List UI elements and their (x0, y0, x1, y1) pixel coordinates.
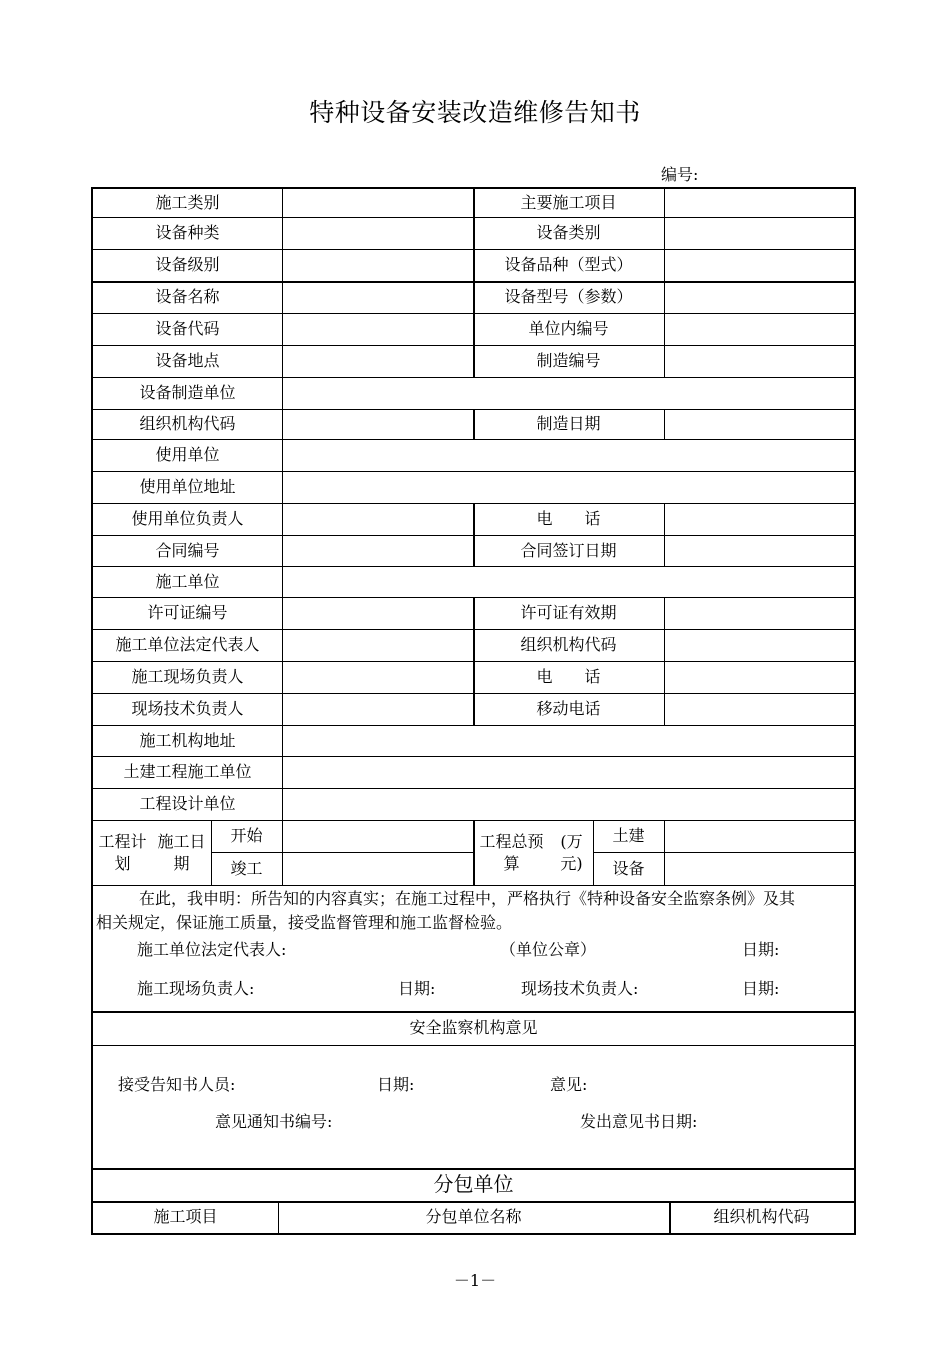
row-label-12: 合同编号 (155, 540, 220, 560)
declaration-date-label-2: 日期: (398, 979, 436, 998)
row-value-2-a[interactable] (282, 217, 473, 249)
row-value-11-a[interactable] (282, 503, 473, 535)
row-label-11-b: 电 话 (536, 509, 601, 529)
row-value-15-a[interactable] (282, 629, 473, 661)
row-label-17: 现场技术负责人 (131, 699, 244, 719)
row-value-6-b[interactable] (664, 345, 854, 377)
row-label-3: 设备级别 (155, 255, 220, 275)
row-value-17-a[interactable] (282, 693, 473, 725)
supervision-date-label: 日期: (377, 1075, 415, 1094)
row-value-20[interactable] (282, 788, 854, 820)
row-value-4-a[interactable] (282, 281, 473, 313)
row-value-10[interactable] (282, 471, 854, 503)
row-label-1: 施工类别 (155, 193, 220, 213)
row-value-18[interactable] (282, 725, 854, 756)
row-label-19: 土建工程施工单位 (123, 762, 252, 782)
row-label-4: 设备名称 (155, 287, 220, 307)
declaration-text: 在此，我申明：所告知的内容真实；在施工过程中，严格执行《特种设备安全监察条例》及其相关规定，保证施工质量，接受监督管理和施工监督检验。 (96, 889, 796, 932)
row-label-8-b: 制造日期 (536, 414, 601, 434)
row-label-15-b: 组织机构代码 (520, 635, 617, 655)
receiver-label: 接受告知书人员: (118, 1075, 236, 1094)
row-value-16-b[interactable] (664, 661, 854, 693)
site-manager-label: 施工现场负责人: (137, 979, 255, 998)
row-value-14-a[interactable] (282, 597, 473, 629)
declaration-date-label-3: 日期: (742, 979, 780, 998)
document-number-label: 编号: (661, 165, 699, 184)
start-date-field[interactable] (282, 820, 473, 852)
row-value-7[interactable] (282, 377, 854, 409)
row-value-3-a[interactable] (282, 249, 473, 281)
equipment-label: 设备 (612, 858, 645, 878)
plan-date-label (93, 820, 211, 885)
row-value-13[interactable] (282, 566, 854, 597)
notification-form (91, 187, 856, 1235)
row-label-16: 施工现场负责人 (131, 667, 244, 687)
row-label-2-b: 设备类别 (536, 223, 601, 243)
row-value-12-a[interactable] (282, 535, 473, 566)
row-label-14: 许可证编号 (147, 603, 228, 623)
notice-number-label: 意见通知书编号: (215, 1112, 333, 1131)
row-label-8: 组织机构代码 (139, 414, 236, 434)
row-label-5: 设备代码 (155, 319, 220, 339)
row-value-11-b[interactable] (664, 503, 854, 535)
plan-date-label-line: 施工日期 (157, 831, 206, 873)
row-value-14-b[interactable] (664, 597, 854, 629)
row-value-9[interactable] (282, 439, 854, 471)
plan-date-label-line: 工程计划 (98, 831, 147, 873)
row-value-4-b[interactable] (664, 281, 854, 313)
row-label-5-b: 单位内编号 (528, 319, 609, 339)
page-number: －1－ (453, 1271, 497, 1290)
row-label-10: 使用单位地址 (139, 477, 236, 497)
row-value-1-a[interactable] (282, 189, 473, 217)
row-label-9: 使用单位 (155, 445, 220, 465)
row-label-20: 工程设计单位 (139, 794, 236, 814)
row-label-11: 使用单位负责人 (131, 509, 244, 529)
civil-label: 土建 (612, 826, 645, 846)
row-value-12-b[interactable] (664, 535, 854, 566)
start-label: 开始 (230, 826, 263, 846)
row-value-17-b[interactable] (664, 693, 854, 725)
equipment-budget-field[interactable] (664, 852, 854, 885)
row-label-17-b: 移动电话 (536, 699, 601, 719)
unit-seal-label: （单位公章） (500, 940, 597, 959)
row-value-19[interactable] (282, 756, 854, 788)
row-label-7: 设备制造单位 (139, 383, 236, 403)
civil-budget-field[interactable] (664, 820, 854, 852)
budget-label (473, 820, 593, 885)
row-value-8-b[interactable] (664, 409, 854, 439)
row-label-4-b: 设备型号（参数） (504, 287, 633, 307)
row-value-1-b[interactable] (664, 189, 854, 217)
row-label-16-b: 电 话 (536, 667, 601, 687)
row-label-13: 施工单位 (155, 571, 220, 591)
row-value-15-b[interactable] (664, 629, 854, 661)
row-label-2: 设备种类 (155, 223, 220, 243)
row-value-5-a[interactable] (282, 313, 473, 345)
opinion-label: 意见: (550, 1075, 588, 1094)
end-date-field[interactable] (282, 852, 473, 885)
row-value-8-a[interactable] (282, 409, 473, 439)
row-label-18: 施工机构地址 (139, 730, 236, 750)
col-header-subcontractor-name: 分包单位名称 (425, 1207, 522, 1227)
tech-manager-label: 现场技术负责人: (521, 979, 639, 998)
budget-label-line: 工程总预算 (479, 831, 544, 873)
row-value-2-b[interactable] (664, 217, 854, 249)
budget-label-line: (万元) (560, 831, 583, 873)
row-value-5-b[interactable] (664, 313, 854, 345)
row-label-6-b: 制造编号 (536, 351, 601, 371)
declaration-date-label-1: 日期: (742, 940, 780, 959)
supervision-header: 安全监察机构意见 (409, 1018, 538, 1038)
document-title: 特种设备安装改造维修告知书 (309, 98, 641, 127)
legal-rep-label: 施工单位法定代表人: (137, 940, 287, 959)
issue-date-label: 发出意见书日期: (580, 1112, 698, 1131)
row-label-3-b: 设备品种（型式） (504, 255, 633, 275)
row-label-15: 施工单位法定代表人 (115, 635, 260, 655)
row-value-3-b[interactable] (664, 249, 854, 281)
end-label: 竣工 (230, 858, 263, 878)
col-header-project: 施工项目 (153, 1207, 218, 1227)
row-label-12-b: 合同签订日期 (520, 540, 617, 560)
col-header-org-code: 组织机构代码 (713, 1207, 810, 1227)
row-value-16-a[interactable] (282, 661, 473, 693)
row-label-1-b: 主要施工项目 (520, 193, 617, 213)
row-label-6: 设备地点 (155, 351, 220, 371)
row-value-6-a[interactable] (282, 345, 473, 377)
subcontract-header: 分包单位 (433, 1172, 514, 1196)
row-label-14-b: 许可证有效期 (520, 603, 617, 623)
